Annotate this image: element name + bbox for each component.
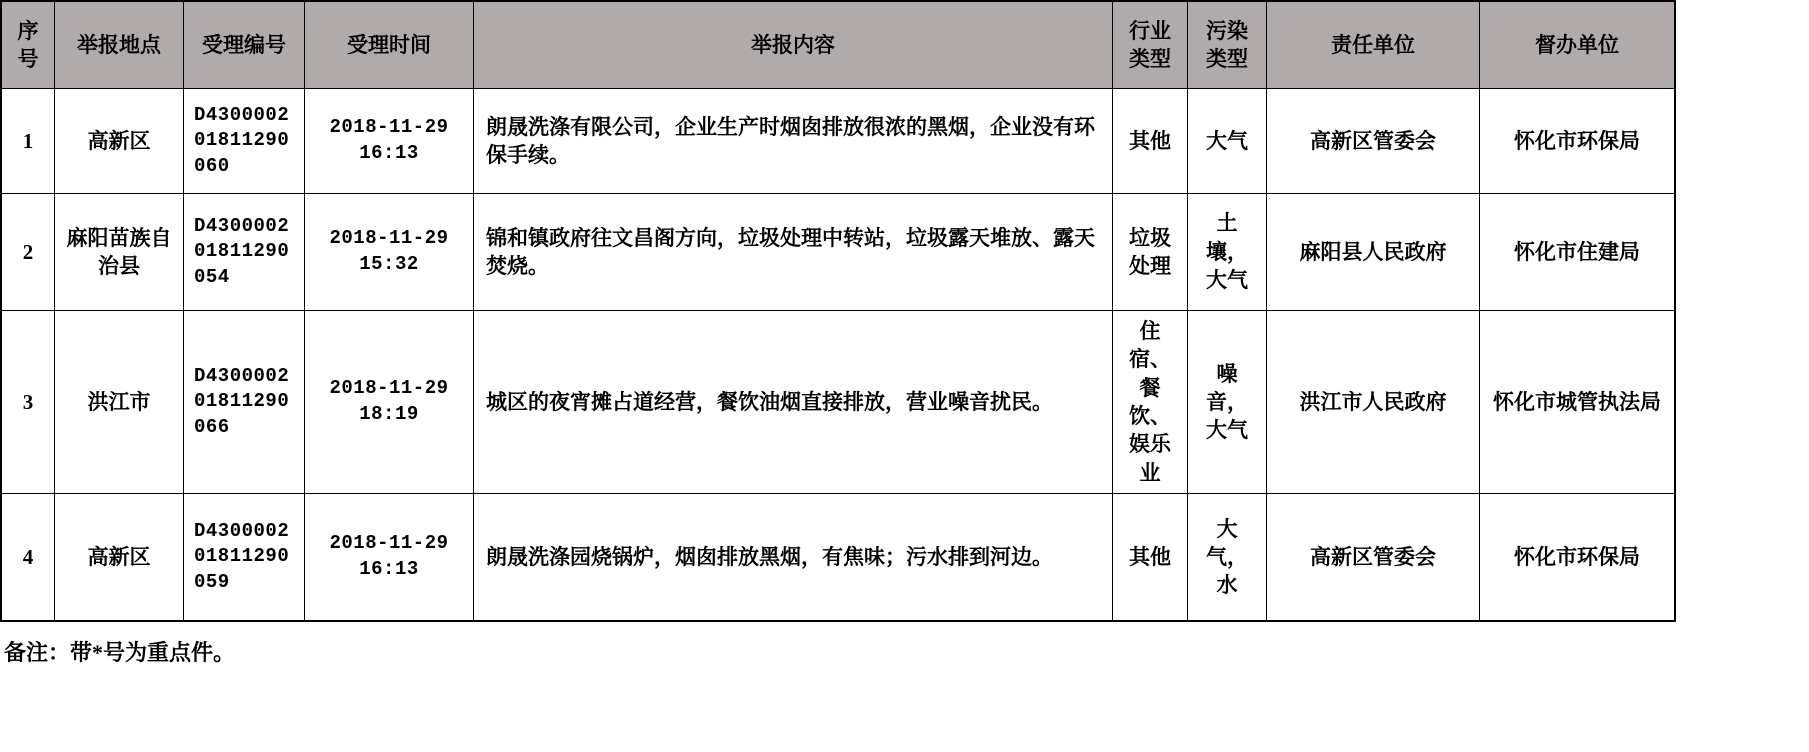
column-header-time: 受理时间 <box>305 1 474 89</box>
cell-place: 洪江市 <box>55 311 184 494</box>
table-header-row <box>1 1 1675 89</box>
cell-pollution: 大气，水 <box>1188 494 1267 622</box>
cell-supervisor: 怀化市城管执法局 <box>1480 311 1676 494</box>
cell-index: 2 <box>1 194 55 311</box>
column-header-code: 受理编号 <box>184 1 305 89</box>
table-row <box>1 194 1675 311</box>
cell-place: 高新区 <box>55 89 184 194</box>
cell-content: 朗晟洗涤有限公司，企业生产时烟囱排放很浓的黑烟，企业没有环保手续。 <box>474 89 1113 194</box>
cell-content: 朗晟洗涤园烧锅炉，烟囱排放黑烟，有焦味；污水排到河边。 <box>474 494 1113 622</box>
column-header-supervisor: 督办单位 <box>1480 1 1676 89</box>
cell-place: 高新区 <box>55 494 184 622</box>
cell-code: D430000201811290059 <box>184 494 305 622</box>
column-header-content: 举报内容 <box>474 1 1113 89</box>
cell-pollution: 噪音，大气 <box>1188 311 1267 494</box>
cell-responsible: 麻阳县人民政府 <box>1267 194 1480 311</box>
table-body <box>1 89 1675 622</box>
column-header-index-line1: 序 <box>17 18 39 43</box>
cell-index: 1 <box>1 89 55 194</box>
cell-pollution: 土壤，大气 <box>1188 194 1267 311</box>
cell-time: 2018-11-29 15:32 <box>305 194 474 311</box>
cell-code: D430000201811290054 <box>184 194 305 311</box>
cell-responsible: 高新区管委会 <box>1267 89 1480 194</box>
footer-note: 备注：带*号为重点件。 <box>4 640 236 666</box>
cell-code: D430000201811290060 <box>184 89 305 194</box>
column-header-place: 举报地点 <box>55 1 184 89</box>
cell-content: 城区的夜宵摊占道经营，餐饮油烟直接排放，营业噪音扰民。 <box>474 311 1113 494</box>
table-row <box>1 89 1675 194</box>
cell-index: 3 <box>1 311 55 494</box>
cell-supervisor: 怀化市住建局 <box>1480 194 1676 311</box>
column-header-pollution-line1: 污染 <box>1206 18 1248 43</box>
column-header-index <box>1 1 55 89</box>
cell-time: 2018-11-29 16:13 <box>305 89 474 194</box>
cell-pollution: 大气 <box>1188 89 1267 194</box>
cell-time: 2018-11-29 16:13 <box>305 494 474 622</box>
table-row <box>1 311 1675 494</box>
table-row <box>1 494 1675 622</box>
cell-content: 锦和镇政府往文昌阁方向，垃圾处理中转站，垃圾露天堆放、露天焚烧。 <box>474 194 1113 311</box>
cell-index: 4 <box>1 494 55 622</box>
column-header-industry <box>1113 1 1188 89</box>
cell-code: D430000201811290066 <box>184 311 305 494</box>
cell-industry: 住宿、餐饮、娱乐业 <box>1113 311 1188 494</box>
column-header-pollution-line2: 类型 <box>1206 47 1248 71</box>
cell-responsible: 高新区管委会 <box>1267 494 1480 622</box>
cell-supervisor: 怀化市环保局 <box>1480 494 1676 622</box>
cell-responsible: 洪江市人民政府 <box>1267 311 1480 494</box>
column-header-pollution <box>1188 1 1267 89</box>
cell-time: 2018-11-29 18:19 <box>305 311 474 494</box>
column-header-industry-line1: 行业 <box>1129 18 1171 43</box>
cell-industry: 垃圾处理 <box>1113 194 1188 311</box>
column-header-responsible: 责任单位 <box>1267 1 1480 89</box>
table-header <box>1 1 1675 89</box>
cell-supervisor: 怀化市环保局 <box>1480 89 1676 194</box>
column-header-index-line2: 号 <box>17 47 39 71</box>
cell-place: 麻阳苗族自治县 <box>55 194 184 311</box>
cell-industry: 其他 <box>1113 494 1188 622</box>
column-header-industry-line2: 类型 <box>1129 47 1171 71</box>
cell-industry: 其他 <box>1113 89 1188 194</box>
